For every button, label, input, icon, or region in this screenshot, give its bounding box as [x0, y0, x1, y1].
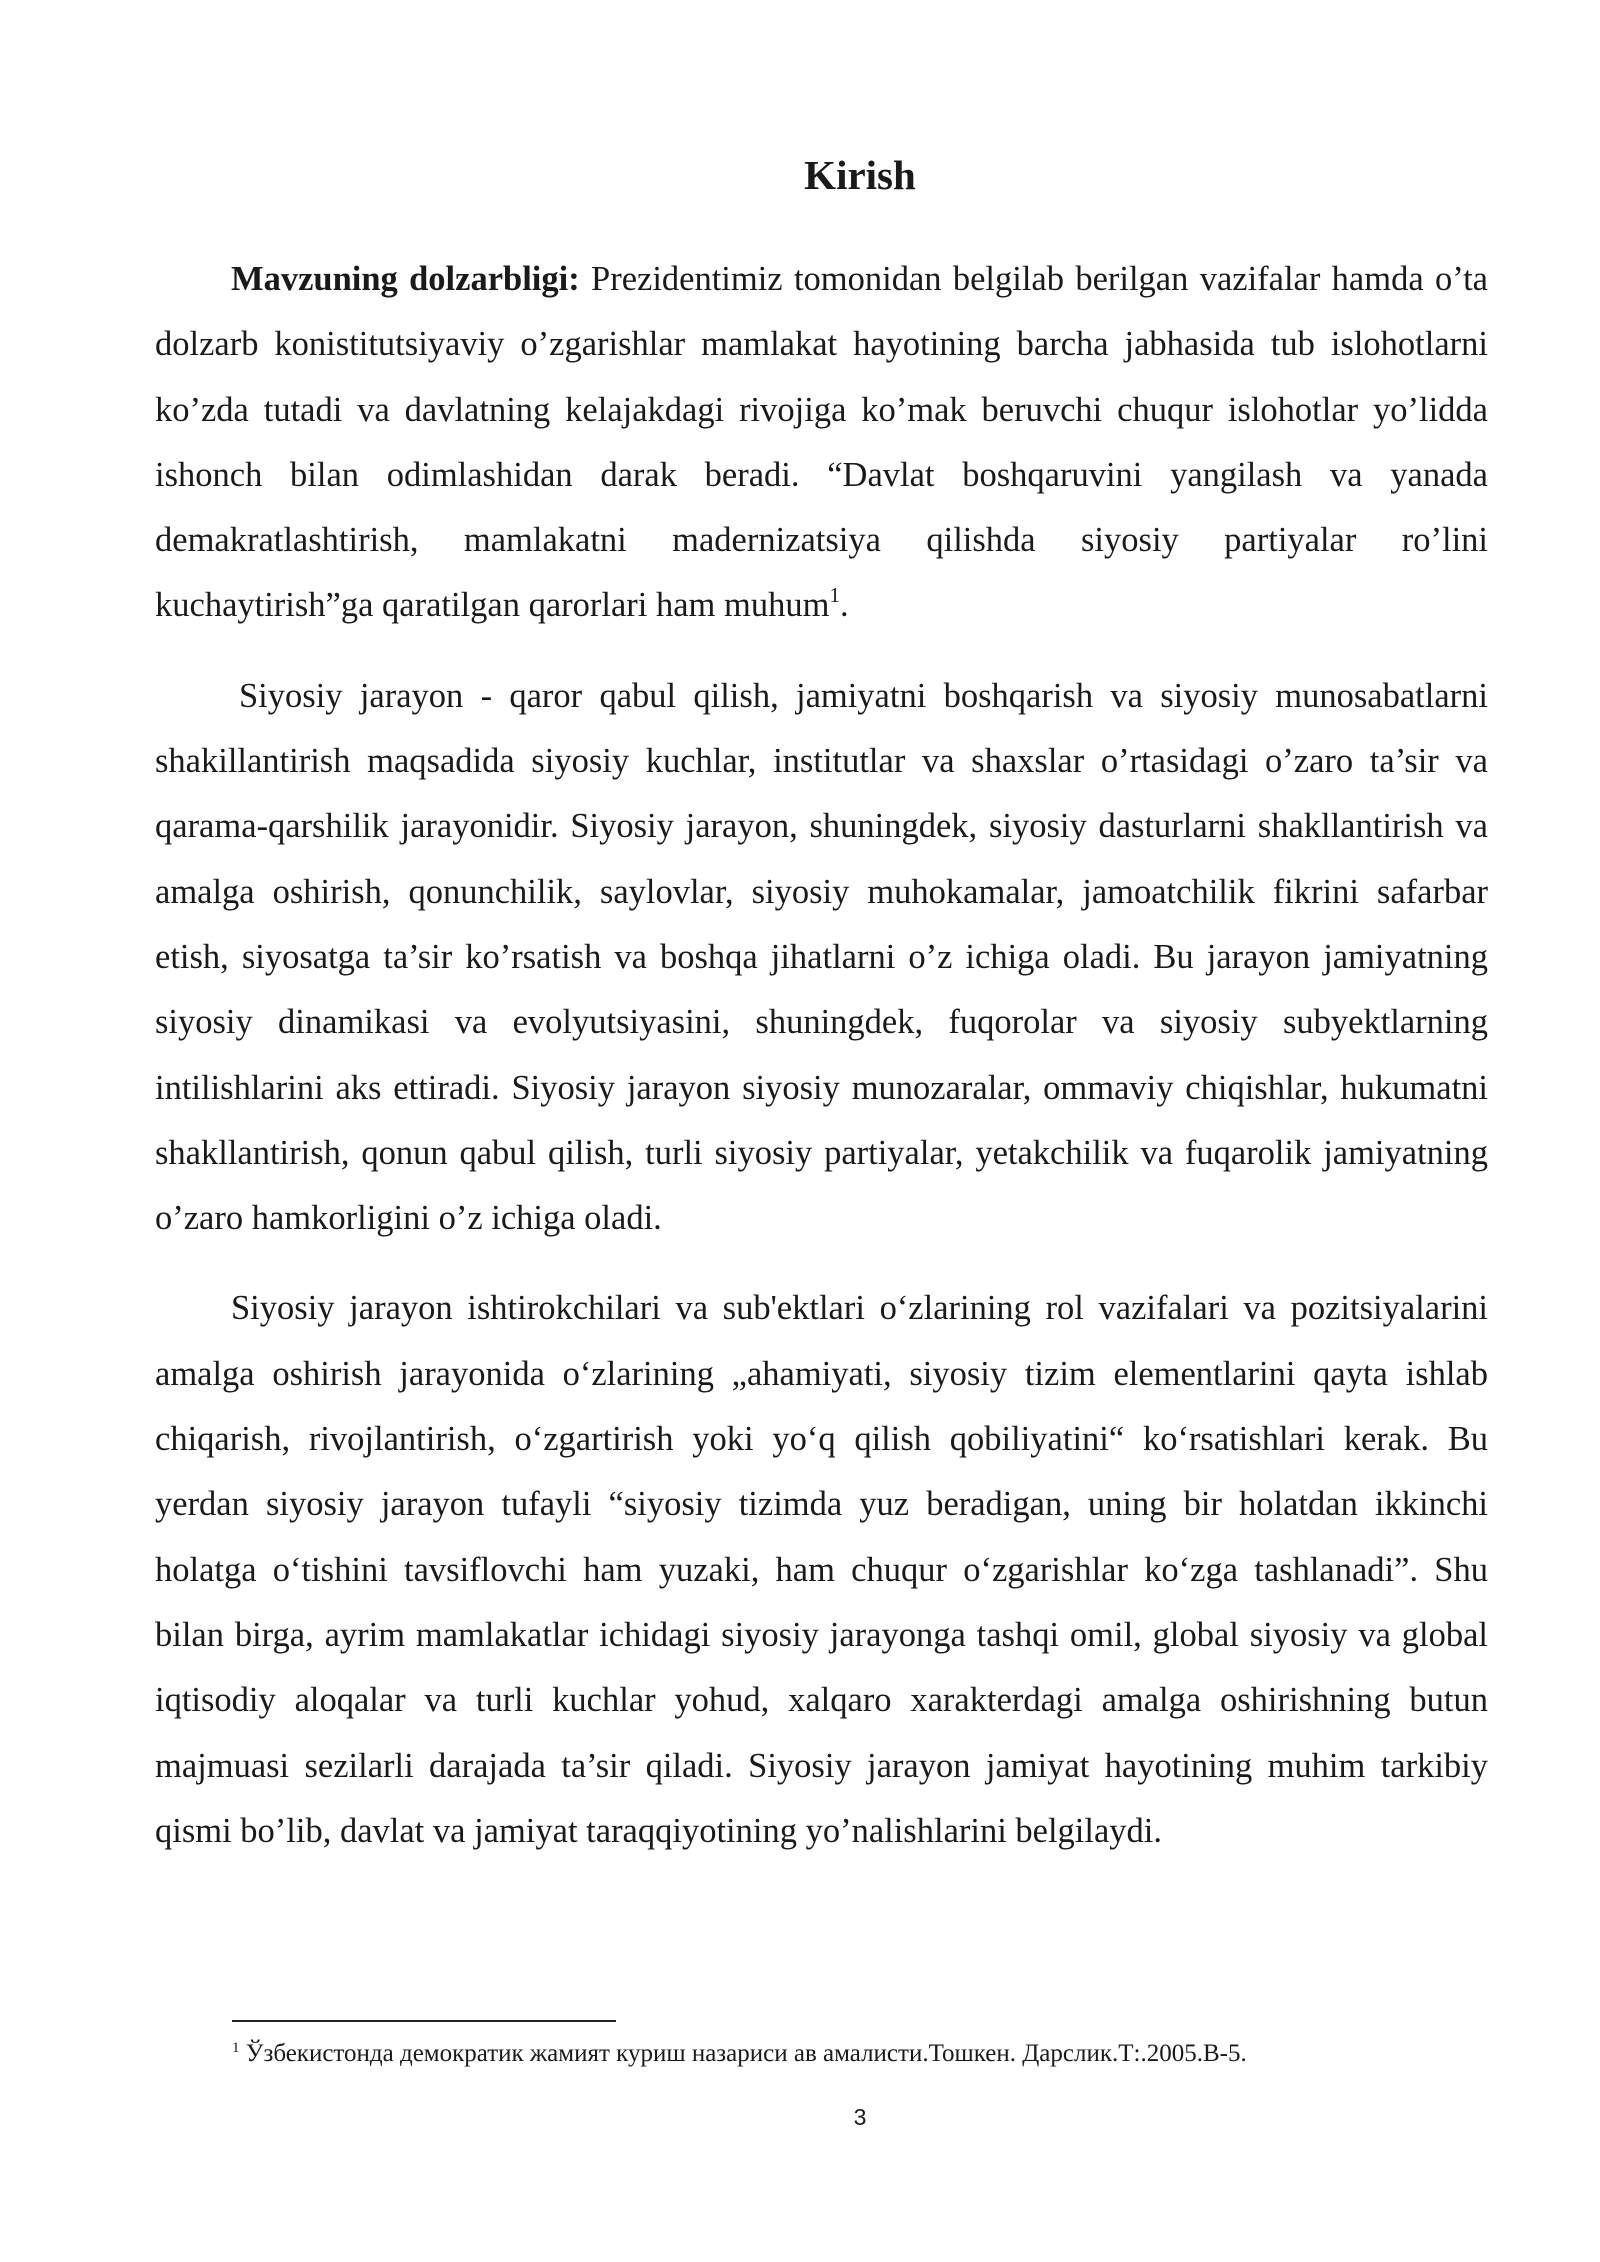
footnote-text: Ўзбекистонда демократик жамият куриш назариси ав амалисти.Тошкен. Дарслик.Т:.2005.В-5. [239, 2040, 1247, 2067]
page-title: Kirish [804, 152, 916, 198]
paragraph-lead: Mavzuning dolzarbligi: [231, 260, 580, 298]
paragraph-end: . [839, 586, 849, 625]
footnote-reference[interactable]: 1 [829, 583, 840, 608]
paragraph-text: Prezidentimiz tomonidan belgilab berilgan vazifalar hamda o’ta dolzarb konistitutsiyaviy o’zgarishlar mamlakat hayotining barcha jabhasida tub islohotlarni ko’zda tutadi va davlatning kelajakdagi rivojiga ko’mak beruvchi chuqur islohotlar yo’lidda ishonch bilan odimlashidan darak beradi. “Davlat boshqaruvini yangilash va yanada demakratlashtirish, mamlakatni madernizatsiya qilishda siyosiy partiyalar ro’lini kuchaytirish”ga qaratilgan qarorlari ham muhum [155, 260, 1488, 625]
paragraph-relevance [155, 247, 1488, 639]
page-number: 3 [853, 2104, 867, 2130]
paragraph-participants: Siyosiy jarayon ishtirokchilari va sub'ektlari o‘zlarining rol vazifalari va pozitsiyalarini amalga oshirish jarayonida o‘zlarining „ahamiyati, siyosiy tizim elementlarini qayta ishlab chiqarish, rivojlantirish, o‘zgartirish yoki yo‘q qilish qobiliyatini“ ko‘rsatishlari kerak. Bu yerdan siyosiy jarayon tufayli “siyosiy tizimda yuz beradigan, uning bir holatdan ikkinchi holatga o‘tishini tavsiflovchi ham yuzaki, ham chuqur o‘zgarishlar ko‘zga tashlanadi”. Shu bilan birga, ayrim mamlakatlar ichidagi siyosiy jarayonga tashqi omil, global siyosiy va global iqtisodiy aloqalar va turli kuchlar yohud, xalqaro xarakterdagi amalga oshirishning butun majmuasi sezilarli darajada ta’sir qiladi. Siyosiy jarayon jamiyat hayotining muhim tarkibiy qismi bo’lib, davlat va jamiyat taraqqiyotining yo’nalishlarini belgilaydi. [155, 1289, 1488, 1850]
document-body [155, 247, 1488, 1889]
footnote-separator [232, 2020, 616, 2022]
paragraph-political-process: Siyosiy jarayon - qaror qabul qilish, jamiyatni boshqarish va siyosiy munosabatlarni shakillantirish maqsadida siyosiy kuchlar, institutlar va shaxslar o’rtasidagi o’zaro ta’sir va qarama-qarshilik jarayonidir. Siyosiy jarayon, shuningdek, siyosiy dasturlarni shakllantirish va amalga oshirish, qonunchilik, saylovlar, siyosiy muhokamalar, jamoatchilik fikrini safarbar etish, siyosatga ta’sir ko’rsatish va boshqa jihatlarni o’z ichiga oladi. Bu jarayon jamiyatning siyosiy dinamikasi va evolyutsiyasini, shuningdek, fuqorolar va siyosiy subyektlarning intilishlarini aks ettiradi. Siyosiy jarayon siyosiy munozaralar, ommaviy chiqishlar, hukumatni shakllantirish, qonun qabul qilish, turli siyosiy partiyalar, yetakchilik va fuqarolik jamiyatning o’zaro hamkorligini o’z ichiga oladi. [155, 676, 1488, 1238]
footnote-number: 1 [232, 2040, 240, 2056]
footnote [232, 2038, 1432, 2070]
